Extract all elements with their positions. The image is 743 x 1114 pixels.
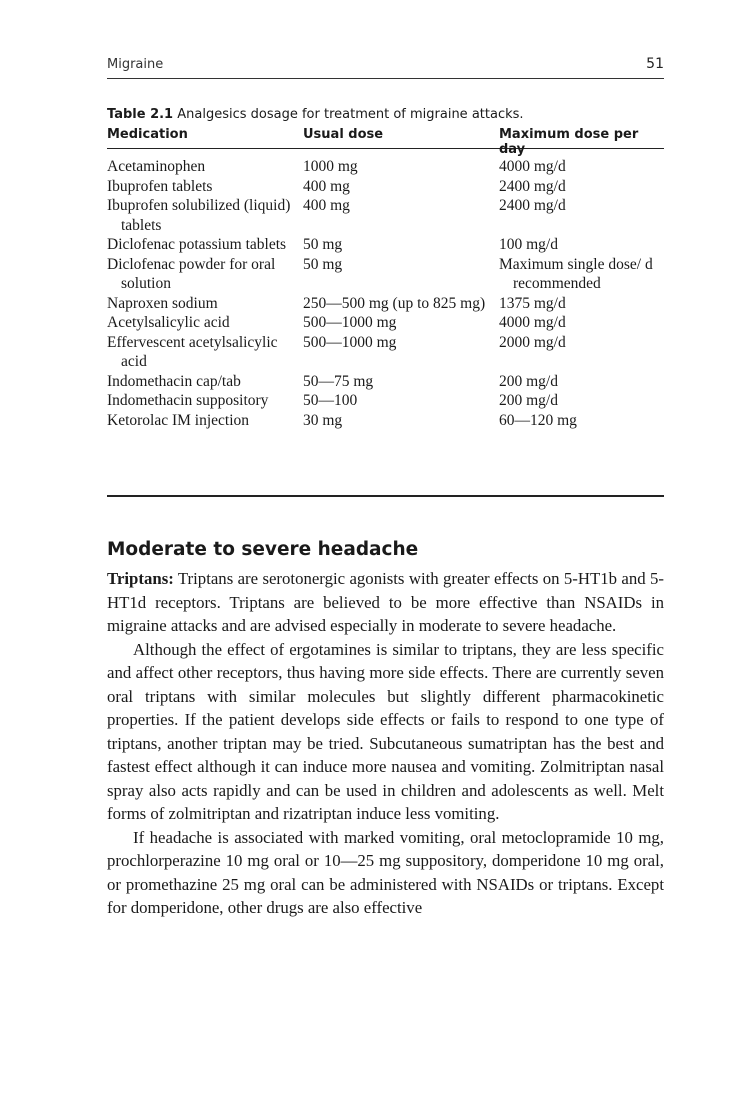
usual-dose-cell: 400 mg <box>303 177 350 195</box>
table-row <box>107 177 664 197</box>
max-dose-cell: 200 mg/d <box>499 372 558 390</box>
medication-cell: Diclofenac powder for oral solution <box>107 255 276 292</box>
table-row <box>107 294 664 314</box>
usual-dose-cell: 30 mg <box>303 411 343 429</box>
table-row <box>107 255 664 294</box>
medication-cell: Acetylsalicylic acid <box>107 314 230 331</box>
max-dose-cell: 60—120 mg <box>499 411 577 429</box>
table-caption-text: Analgesics dosage for treatment of migraine attacks. <box>177 107 524 122</box>
usual-dose-cell: 250—500 mg (up to 825 mg) <box>303 294 486 312</box>
max-dose-cell: 1375 mg/d <box>499 294 566 312</box>
table-header <box>107 124 664 157</box>
usual-dose-cell: 50 mg <box>303 236 343 253</box>
table-bottom-rule <box>107 495 664 497</box>
paragraph: Although the effect of ergotamines is similar to triptans, they are less specific and affect other receptors, thus having more side effects. There are currently seven oral triptans with similar molecules but slightly different pharmacokinetic properties. If the patient develops side effects or fails to respond to one type of triptans, another triptan may be tried. Subcutaneous sumatriptan has the best and fastest effect although it can induce more nausea and vomiting. Zolmitriptan nasal spray also acts rapidly and can be used in children and adolescents as well. Melt forms of zolmitriptan and rizatriptan induce less vomiting. <box>107 639 664 823</box>
max-dose-cell: 2400 mg/d <box>499 177 566 195</box>
running-head <box>107 56 664 79</box>
table-caption <box>107 107 524 122</box>
max-dose-cell: 4000 mg/d <box>499 158 566 175</box>
medication-cell: Ibuprofen tablets <box>107 177 213 195</box>
medication-cell: Acetaminophen <box>107 158 206 175</box>
table-row <box>107 391 664 411</box>
table-label: Table 2.1 <box>107 107 174 122</box>
usual-dose-cell: 50—100 <box>303 392 358 409</box>
usual-dose-cell: 500—1000 mg <box>303 314 397 331</box>
usual-dose-cell: 500—1000 mg <box>303 333 397 351</box>
table-row <box>107 372 664 392</box>
medication-cell: Ketorolac IM injection <box>107 411 250 429</box>
usual-dose-cell: 50 mg <box>303 255 343 273</box>
max-dose-cell: Maximum single dose/ d recommended <box>499 255 653 292</box>
usual-dose-cell: 400 mg <box>303 197 350 214</box>
section-heading: Moderate to severe headache <box>107 539 419 560</box>
table-row <box>107 196 664 235</box>
medication-cell: Indomethacin cap/tab <box>107 372 241 390</box>
table-row <box>107 235 664 255</box>
column-header-medication: Medication <box>107 127 188 142</box>
usual-dose-cell: 1000 mg <box>303 158 358 175</box>
max-dose-cell: 100 mg/d <box>499 236 558 253</box>
paragraph <box>107 567 664 638</box>
medication-cell: Ibuprofen solubilized (liquid) tablets <box>107 197 291 234</box>
paragraph-text: Triptans are serotonergic agonists with greater effects on 5-HT1b and 5-HT1d receptors. Triptans are believed to be more effective than NSAIDs in migraine attacks and are advised especially in moderate to severe headache. <box>107 569 664 635</box>
table-body <box>107 157 664 430</box>
page-number: 51 <box>646 56 664 72</box>
table-row <box>107 333 664 372</box>
column-header-usual-dose: Usual dose <box>303 127 384 142</box>
max-dose-cell: 200 mg/d <box>499 392 558 409</box>
paragraph: If headache is associated with marked vomiting, oral metoclopramide 10 mg, prochlorperazine 10 mg oral or 10—25 mg suppository, domperidone 10 mg oral, or promethazine 25 mg oral can be administered with NSAIDs or triptans. Except for domperidone, other drugs are also effective <box>107 827 664 917</box>
max-dose-cell: 2400 mg/d <box>499 197 566 214</box>
column-header-max-dose: Maximum dose per day <box>499 127 639 157</box>
medication-cell: Effervescent acetylsalicylic acid <box>107 333 278 370</box>
usual-dose-cell: 50—75 mg <box>303 372 374 390</box>
medication-cell: Indomethacin suppository <box>107 392 269 409</box>
medication-cell: Naproxen sodium <box>107 294 218 312</box>
table-row <box>107 313 664 333</box>
medication-cell: Diclofenac potassium tablets <box>107 236 287 253</box>
chapter-title: Migraine <box>107 57 164 72</box>
table-row <box>107 411 664 431</box>
table-row <box>107 157 664 177</box>
body-text <box>107 567 664 920</box>
lead-term: Triptans: <box>107 569 174 588</box>
max-dose-cell: 2000 mg/d <box>499 333 566 351</box>
max-dose-cell: 4000 mg/d <box>499 314 566 331</box>
